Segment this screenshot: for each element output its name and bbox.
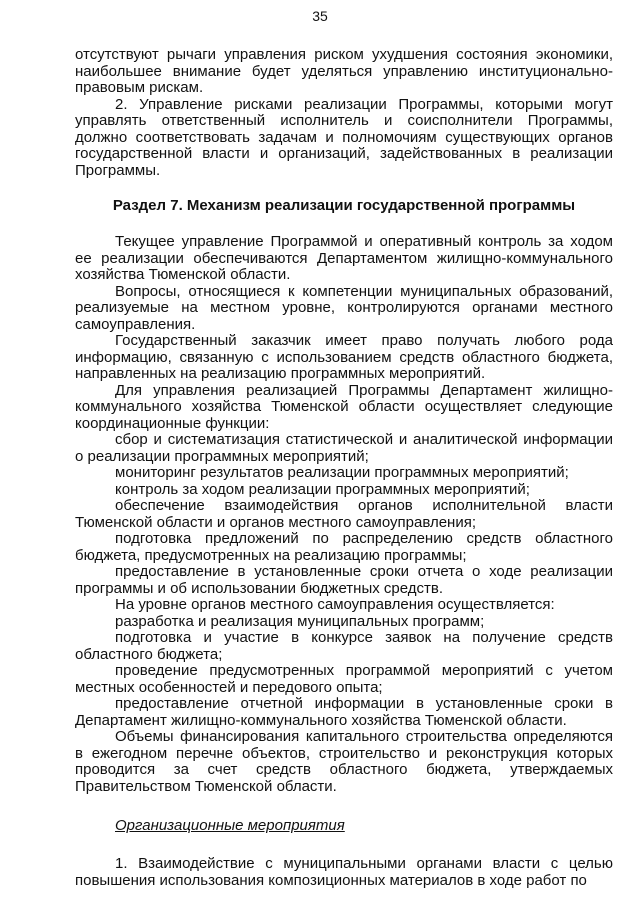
list-item: предоставление в установленные сроки отчета о ходе реализации программы и об использовании бюджетных средств. (75, 563, 613, 597)
paragraph: Объемы финансирования капитального строительства определяются в ежегодном перечне объектов, строительство и реконструкция которых проводится за счет средств областного бюджета, утверждаемых Правительством Тюменской области. (75, 728, 613, 795)
section-title: Раздел 7. Механизм реализации государственной программы (112, 197, 576, 214)
paragraph: 2. Управление рисками реализации Программы, которыми могут управлять ответственный исполнитель и соисполнители Программы, должно соответствовать задачам и полномочиям существующих органов государственной власти и организаций, задействованных в реализации Программы. (75, 95, 613, 179)
paragraph: 1. Взаимодействие с муниципальными органами власти с целью повышения использования композиционных материалов в ходе работ по (75, 855, 613, 889)
paragraph: На уровне органов местного самоуправления осуществляется: (115, 596, 555, 613)
page-number: 35 (312, 8, 328, 24)
paragraph: Текущее управление Программой и оперативный контроль за ходом ее реализации обеспечиваются Департаментом жилищно-коммунального хозяйства Тюменской области. (75, 233, 613, 283)
subsection-title: Организационные мероприятия (115, 817, 345, 834)
list-item: подготовка предложений по распределению средств областного бюджета, предусмотренных на реализацию программы; (75, 530, 613, 564)
list-item: разработка и реализация муниципальных программ; (115, 612, 485, 630)
list-item: обеспечение взаимодействия органов исполнительной власти Тюменской области и органов местного самоуправления; (75, 497, 613, 531)
paragraph: отсутствуют рычаги управления риском ухудшения состояния экономики, наибольшее внимание будет уделяться управлению институционально-правовым рискам. (75, 46, 613, 96)
list-item: проведение предусмотренных программой мероприятий с учетом местных особенностей и передового опыта; (75, 662, 613, 696)
list-item: подготовка и участие в конкурсе заявок на получение средств областного бюджета; (75, 629, 613, 663)
list-item: контроль за ходом реализации программных мероприятий; (115, 480, 530, 498)
list-item: предоставление отчетной информации в установленные сроки в Департамент жилищно-коммунального хозяйства Тюменской области. (75, 695, 613, 729)
paragraph: Вопросы, относящиеся к компетенции муниципальных образований, реализуемые на местном уровне, контролируются органами местного самоуправления. (75, 282, 613, 333)
list-item: мониторинг результатов реализации программных мероприятий; (115, 464, 569, 481)
paragraph: Для управления реализацией Программы Департамент жилищно-коммунального хозяйства Тюменской области осуществляет следующие координационные функции: (75, 381, 613, 432)
list-item: сбор и систематизация статистической и аналитической информации о реализации программных мероприятий; (75, 431, 613, 465)
page-content (75, 47, 613, 889)
paragraph: Государственный заказчик имеет право получать любого рода информацию, связанную с использованием средств областного бюджета, направленных на реализацию программных мероприятий. (75, 332, 613, 382)
